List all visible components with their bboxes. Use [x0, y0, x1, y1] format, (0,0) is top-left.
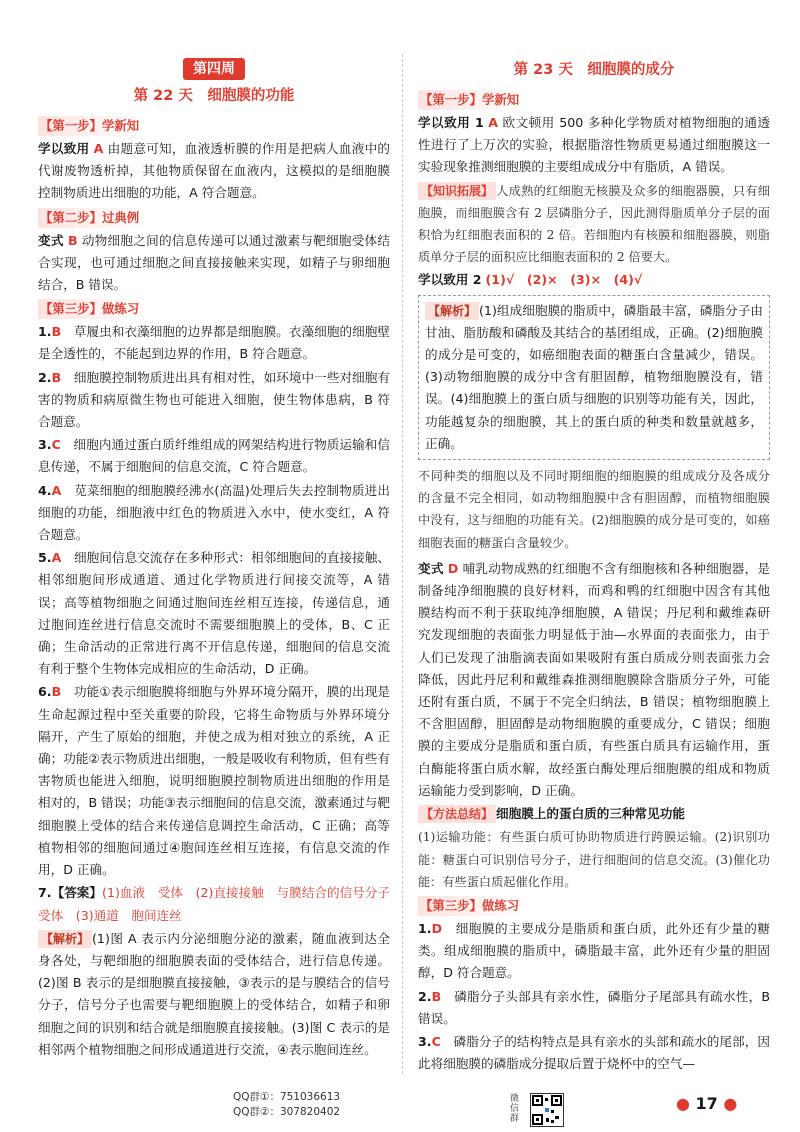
exercise-item: 1.D 细胞膜的主要成分是脂质和蛋白质，此外还有少量的糖类。组成细胞膜的脂质中，磷脂最丰富，此外还有少量的胆固醇，D 符合题意。	[418, 920, 771, 981]
day-23-title: 第 23 天 细胞膜的成分	[513, 62, 675, 78]
exercise-item: 5.A 细胞间信息交流存在多种形式：相邻细胞间的直接接触、相邻细胞间形成通道、通过化学物质进行间接交流等，A 错误；高等植物细胞之间通过胞间连丝相互连接，传递信息，通过胞间连丝进行信息交流时不需要细胞膜上的受体，B、C 正确；生命活动的正常进行离不开信息传递，细胞间的信息交流有利于整个生物体完成相应的生命活动，D 正确。	[38, 550, 391, 677]
method-summary: 【方法总结】 细胞膜上的蛋白质的三种常见功能	[418, 803, 770, 825]
qq-groups: QQ群①：751036613 QQ群②：307820402	[233, 1091, 341, 1118]
exercise-item: 3.C 磷脂分子的结构特点是具有亲水的头部和疏水的尾部，因此将细胞膜的磷脂成分提取后置于烧杯中的空气—	[418, 1033, 771, 1072]
question-7-analysis: 【解析】 (1)图 A 表示内分泌细胞分泌的激素，随血液到达全身各处，与靶细胞的细胞膜表面的受体结合，进行信息传递。(2)图 B 表示的是细胞膜直接接触，③表示的是与膜结合的信号分子，信号分子也需要与靶细胞膜上的受体结合，如精子和卵细胞之间的识别和结合就是细胞膜直接接触。(3)图 C 表示的是相邻两个植物细胞之间形成通道进行交流，④表示胞间连丝。	[38, 930, 390, 1057]
analysis-box: 【解析】 (1)组成细胞膜的脂质中，磷脂最丰富，磷脂分子由甘油、脂肪酸和磷酸及其结合的基团组成，正确。(2)细胞膜的成分是可变的，如癌细胞表面的糖蛋白含量减少，错误。(3)动物细胞膜的成分中含有胆固醇，植物细胞膜没有，错误。(4)细胞膜上的蛋白质与细胞的识别等功能有关，因此，功能越复杂的细胞膜，其上的蛋白质的种类和数量就越多，正确。	[418, 295, 770, 460]
dot-icon: ●	[676, 1094, 690, 1113]
exercise-item: 6.B 功能①表示细胞膜将细胞与外界环境分隔开，膜的出现是生命起源过程中至关重要的阶段，它将生命物质与外界环境分隔开，产生了原始的细胞，并使之成为相对独立的系统，A 正确；功能②表示物质进出细胞，一般是吸收有利物质，但有些有害物质也能进入细胞，说明细胞膜控制物质进出细胞的作用是相对的，B 错误；功能③表示细胞间的信息交流，激素通过与靶细胞膜上受体的结合来传递信息调控生命活动，C 正确；高等植物相邻的细胞间通过④胞间连丝相互连接，有信息交流的作用，D 正确。	[38, 684, 391, 878]
week-badge: 第四周	[183, 58, 245, 80]
wechat-group-label: 微信群	[510, 1094, 520, 1124]
left-column	[38, 58, 403, 1062]
apply-knowledge: 学以致用 A 由题意可知，血液透析膜的作用是把病人血液中的代谢废物透析掉，其他物质保留在血液内，这模拟的是细胞膜控制物质进出细胞的功能，A 符合题意。	[38, 141, 391, 201]
dot-icon: ●	[723, 1094, 738, 1113]
qr-code-icon[interactable]	[530, 1093, 564, 1127]
exercise-item: 2.B 磷脂分子头部具有亲水性，磷脂分子尾部具有疏水性，B 错误。	[418, 988, 771, 1026]
knowledge-extension: 【知识拓展】 人成熟的红细胞无核膜及众多的细胞器膜，只有细胞膜，而细胞膜含有 2 层磷脂分子，因此测得脂质单分子层的面积恰为红细胞表面积的 2 倍。若细胞内有核膜和细胞器膜，则脂质单分子层的面积应比细胞表面积的 2 倍要大。	[418, 183, 770, 265]
page-number: ● 17 ●	[676, 1094, 738, 1113]
apply-knowledge-1: 学以致用 1 A 欧文顿用 500 多种化学物质对植物细胞的通透性进行了上万次的实验，根据脂溶性物质更易通过细胞膜这一实验现象推测细胞膜的主要组成成分中有脂质，A 错误。	[418, 115, 770, 175]
method-summary-text: (1)运输功能：有些蛋白质可协助物质进行跨膜运输。(2)识别功能：糖蛋白可识别信号分子，进行细胞间的信息交流。(3)催化功能：有些蛋白质起催化作用。	[418, 830, 770, 889]
right-variant-question: 变式 D 哺乳动物成熟的红细胞不含有细胞核和各种细胞器，是制备纯净细胞膜的良好材料，而鸡和鸭的红细胞中因含有其他膜结构而不利于获取纯净细胞膜，A 错误；丹尼利和戴维森研究发现细胞的表面张力明显低于油—水界面的表面张力，由于人们已发现了油脂滴表面如果吸附有蛋白质成分则表面张力会降低，因此丹尼利和戴维森推测细胞膜除含脂质分子外，可能还附有蛋白质，不属于不完全归纳法，B 错误；植物细胞膜上不含胆固醇，胆固醇是动物细胞膜的重要成分，C 错误；细胞膜的主要成分是脂质和蛋白质，有些蛋白质具有运输作用，蛋白酶能将蛋白质水解，故经蛋白酶处理后细胞膜的组成和物质运输能力受到影响，D 正确。	[418, 560, 770, 798]
right-column	[418, 58, 770, 1076]
right-step3-label: 【第三步】做练习	[418, 896, 525, 916]
day-22-title: 第 22 天 细胞膜的功能	[133, 88, 295, 104]
column-divider	[402, 54, 403, 1074]
step1-label: 【第一步】学新知	[38, 116, 145, 136]
note-paragraph: 不同种类的细胞以及不同时期细胞的细胞膜的组成成分及各成分的含量不完全相同，如动物细胞膜中含有胆固醇，而植物细胞膜中没有，这与细胞的功能有关。(2)细胞膜的成分是可变的，如癌细胞表面的糖蛋白含量较少。	[418, 469, 770, 550]
right-step1-label: 【第一步】学新知	[418, 90, 525, 110]
apply-knowledge-2: 学以致用 2 (1)√ (2)× (3)× (4)√	[418, 272, 643, 288]
question-7-answer: 7.【答案】(1)血液 受体 (2)直接接触 与膜结合的信号分子 受体 (3)通道 胞间连丝	[38, 885, 403, 923]
variant-question: 变式 B 动物细胞之间的信息传递可以通过激素与靶细胞受体结合实现，也可通过细胞之间直接接触来实现，如精子与卵细胞结合，B 错误。	[38, 232, 390, 293]
exercise-item: 3.C 细胞内通过蛋白质纤维组成的网架结构进行物质运输和信息传递，不属于细胞间的信息交流，C 符合题意。	[38, 437, 391, 475]
page-footer	[0, 1090, 800, 1132]
step2-label: 【第二步】过典例	[38, 208, 145, 228]
exercise-item: 1.B 草履虫和衣藻细胞的边界都是细胞膜。衣藻细胞的细胞壁是全透性的，不能起到边界的作用，B 符合题意。	[38, 324, 391, 362]
exercise-item: 2.B 细胞膜控制物质进出具有相对性，如环境中一些对细胞有害的物质和病原微生物也可能进入细胞，使生物体患病，B 符合题意。	[38, 369, 391, 430]
exercise-item: 4.A 苋菜细胞的细胞膜经沸水(高温)处理后失去控制物质进出细胞的功能，细胞液中红色的物质进入水中，使水变红，A 符合题意。	[38, 482, 391, 543]
step3-label: 【第三步】做练习	[38, 299, 145, 319]
